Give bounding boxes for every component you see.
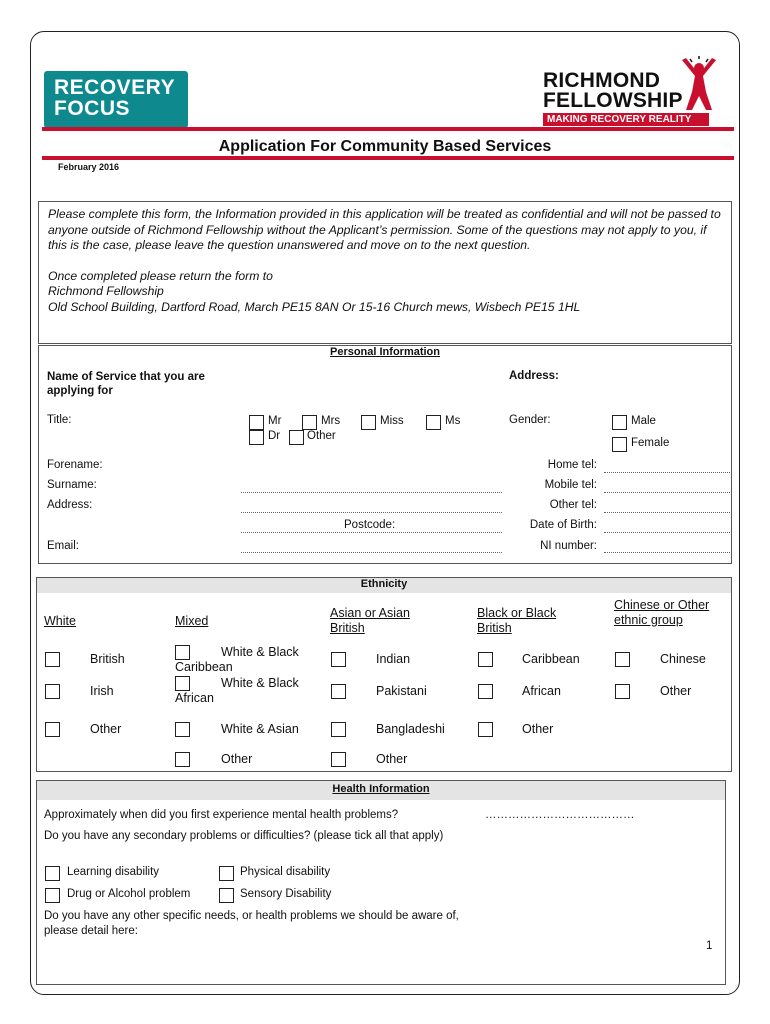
eth-white-other-checkbox[interactable]	[45, 722, 60, 737]
surname-field[interactable]	[241, 492, 502, 493]
other-tel-label: Other tel:	[549, 499, 597, 511]
postcode-field[interactable]	[241, 532, 502, 533]
eth-asian-other-checkbox[interactable]	[331, 752, 346, 767]
ni-number-label: NI number:	[540, 540, 597, 552]
title-other-checkbox[interactable]	[289, 430, 304, 445]
title-mrs-checkbox[interactable]	[302, 415, 317, 430]
ethnicity-group-chinese: Chinese or Other ethnic group	[614, 598, 710, 627]
postcode-label: Postcode:	[344, 519, 396, 531]
title-ms-checkbox[interactable]	[426, 415, 441, 430]
eth-white-british-checkbox[interactable]	[45, 652, 60, 667]
gender-label: Gender:	[509, 414, 551, 426]
forename-label: Forename:	[47, 459, 103, 471]
eth-black-other-checkbox[interactable]	[478, 722, 493, 737]
title-dr-checkbox[interactable]	[249, 430, 264, 445]
eth-mixed-asian-checkbox[interactable]	[175, 722, 190, 737]
title-mr-checkbox[interactable]	[249, 415, 264, 430]
learning-disability-checkbox[interactable]	[45, 866, 60, 881]
eth-mixed-other-checkbox[interactable]	[175, 752, 190, 767]
health-q1-answer[interactable]: …………………………………	[485, 809, 635, 821]
eth-chinese-checkbox[interactable]	[615, 652, 630, 667]
form-date: February 2016	[58, 162, 120, 172]
ethnicity-heading: Ethnicity	[360, 578, 408, 590]
eth-asian-pakistani-checkbox[interactable]	[331, 684, 346, 699]
address-right-label: Address:	[509, 370, 559, 382]
gender-female-checkbox[interactable]	[612, 437, 627, 452]
health-q1: Approximately when did you first experience mental health problems?	[44, 809, 399, 821]
eth-asian-bangladeshi-checkbox[interactable]	[331, 722, 346, 737]
ethnicity-group-asian: Asian or Asian British	[330, 606, 410, 635]
email-label: Email:	[47, 540, 79, 552]
header-divider	[42, 127, 734, 131]
eth-other-group-checkbox[interactable]	[615, 684, 630, 699]
person-icon	[678, 56, 720, 112]
service-name-label: Name of Service that you are applying for	[47, 371, 205, 397]
richmond-fellowship-logo: RICHMOND FELLOWSHIP MAKING RECOVERY REALITY	[543, 71, 717, 131]
surname-label: Surname:	[47, 479, 97, 491]
address-field[interactable]	[241, 512, 502, 513]
physical-disability-checkbox[interactable]	[219, 866, 234, 881]
eth-black-caribbean-checkbox[interactable]	[478, 652, 493, 667]
ethnicity-group-mixed: Mixed	[175, 614, 209, 628]
eth-white-irish-checkbox[interactable]	[45, 684, 60, 699]
other-tel-field[interactable]	[604, 512, 730, 513]
personal-heading: Personal Information	[329, 346, 441, 358]
gender-male-checkbox[interactable]	[612, 415, 627, 430]
sensory-disability-checkbox[interactable]	[219, 888, 234, 903]
eth-asian-indian-checkbox[interactable]	[331, 652, 346, 667]
address-label: Address:	[47, 499, 93, 511]
health-q2: Do you have any secondary problems or difficulties? (please tick all that apply)	[44, 830, 444, 842]
ethnicity-group-white: White	[44, 614, 76, 628]
mobile-tel-label: Mobile tel:	[544, 479, 597, 491]
ni-number-field[interactable]	[604, 552, 730, 553]
health-q3: Do you have any other specific needs, or health problems we should be aware of, please detail here:	[44, 910, 459, 937]
health-heading: Health Information	[332, 783, 430, 795]
drug-alcohol-checkbox[interactable]	[45, 888, 60, 903]
dob-label: Date of Birth:	[529, 519, 597, 531]
mobile-tel-field[interactable]	[604, 492, 730, 493]
ethnicity-group-black: Black or Black British	[477, 606, 557, 635]
email-field[interactable]	[241, 552, 502, 553]
intro-box: Please complete this form, the Information provided in this application will be treated as confidential and will not be passed to anyone outside of Richmond Fellowship without the Applicant’s permission. Some of the questions may not apply to you, if this is the case, please leave the question unanswered and move on to the next question. Once completed please return the form to Richmond Fellowship Old School Building, Dartford Road, March PE15 8AN Or 15-16 Church mews, Wisbech PE15 1HL	[38, 201, 732, 344]
dob-field[interactable]	[604, 532, 730, 533]
home-tel-label: Home tel:	[547, 459, 597, 471]
title-miss-checkbox[interactable]	[361, 415, 376, 430]
page-number: 1	[706, 940, 713, 952]
eth-black-african-checkbox[interactable]	[478, 684, 493, 699]
title-label: Title:	[47, 414, 72, 426]
title-divider	[42, 156, 734, 160]
recovery-focus-logo: RECOVERY FOCUS	[44, 71, 188, 128]
page-title: Application For Community Based Services	[218, 138, 552, 155]
home-tel-field[interactable]	[604, 472, 730, 473]
